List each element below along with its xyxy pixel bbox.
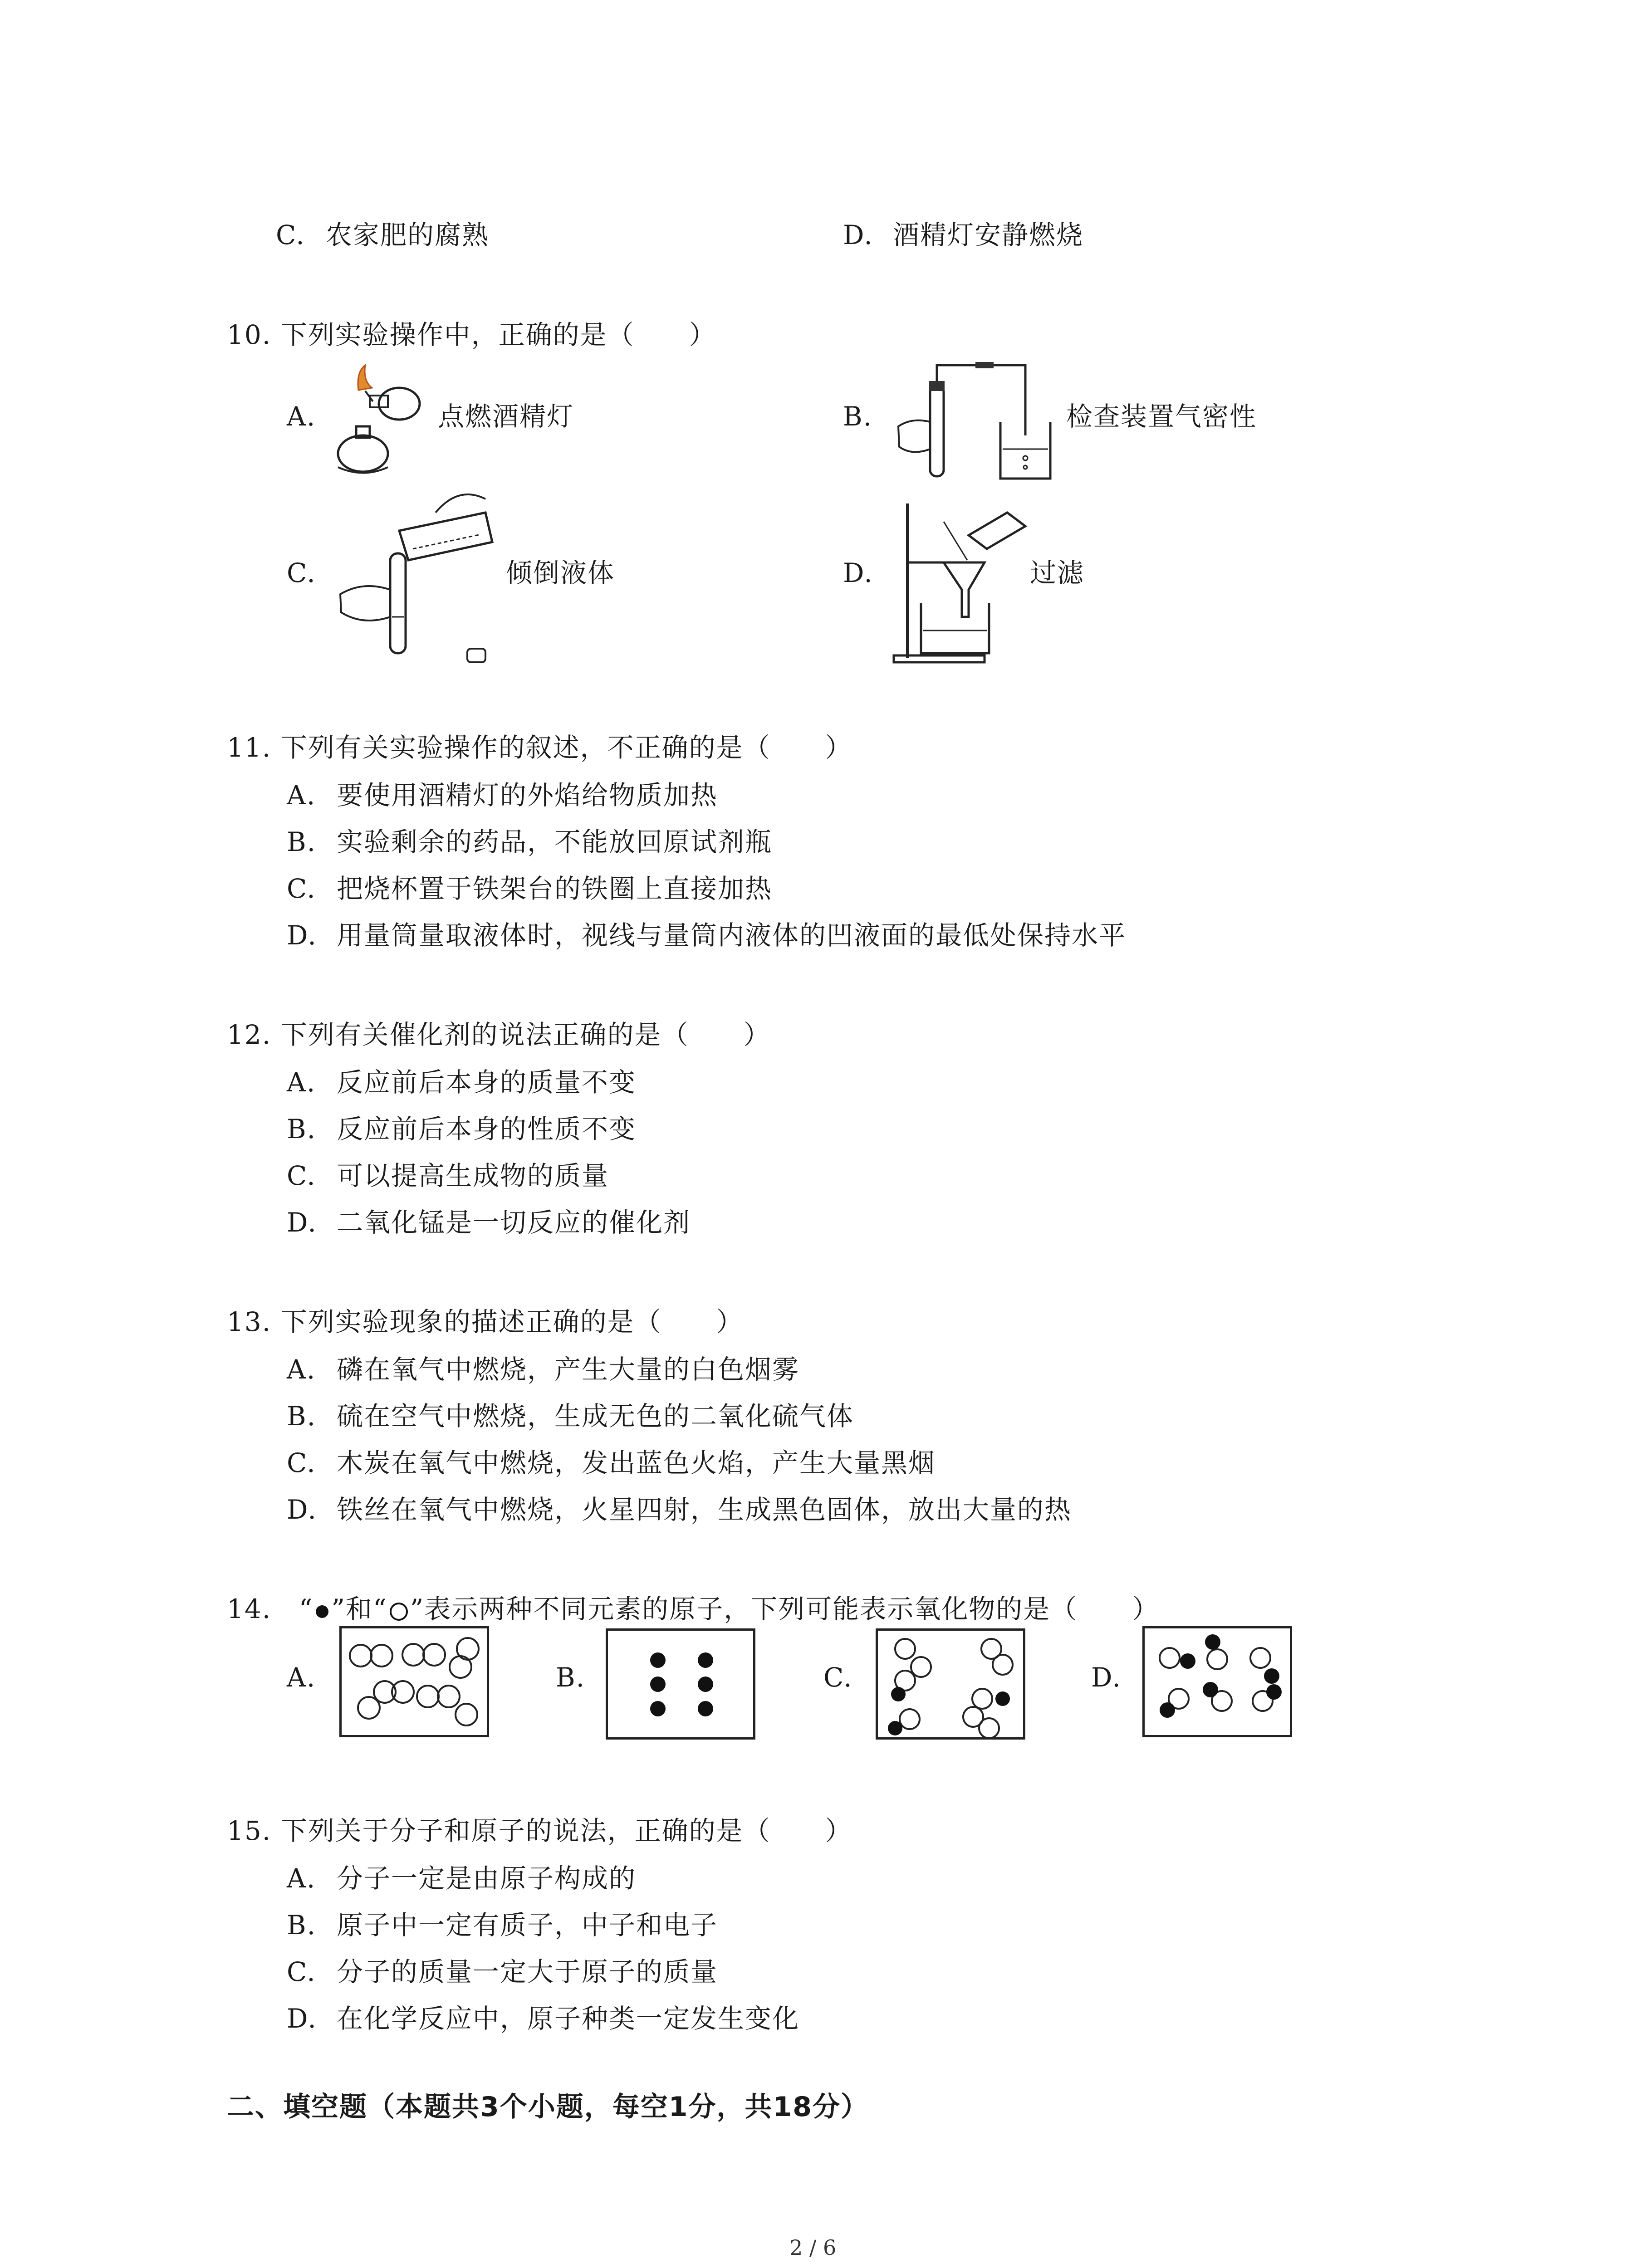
q15-option-a: A. 分子一定是由原子构成的 <box>287 1863 637 1894</box>
q14-option-d-label: D. <box>1091 1662 1122 1693</box>
q15-stem: 15. 下列关于分子和原子的说法，正确的是（ ） <box>227 1815 852 1846</box>
section-heading-fill-in: 二、填空题（本题共3个小题，每空1分，共18分） <box>227 2091 869 2123</box>
q10-option-d-caption: 过滤 <box>1030 557 1085 588</box>
q10-option-a-label: A. <box>287 401 316 432</box>
q13-option-c: C. 木炭在氧气中燃烧，发出蓝色火焰，产生大量黑烟 <box>287 1447 936 1478</box>
q14-option-b-label: B. <box>556 1662 586 1693</box>
molecule-box-b-icon <box>606 1628 755 1740</box>
q11-option-d: D. 用量筒量取液体时，视线与量筒内液体的凹液面的最低处保持水平 <box>287 920 1127 951</box>
molecule-box-c-icon <box>876 1628 1025 1740</box>
hollow-atom-icon <box>387 1598 410 1621</box>
q15-option-d: D. 在化学反应中，原子种类一定发生变化 <box>287 2003 800 2034</box>
page-number: 2 / 6 <box>789 2235 837 2260</box>
q14-stem: 14. “ ”和“ ”表示两种不同元素的原子，下列可能表示氧化物的是（ ） <box>227 1593 1160 1624</box>
q12-option-a: A. 反应前后本身的质量不变 <box>287 1067 637 1098</box>
q10-option-b-caption: 检查装置气密性 <box>1066 401 1257 432</box>
q11-option-c: C. 把烧杯置于铁架台的铁圈上直接加热 <box>287 873 773 904</box>
q10-stem: 10. 下列实验操作中，正确的是（ ） <box>227 319 716 350</box>
alcohol-lamp-lighting-icon <box>331 363 440 481</box>
q10-option-a-caption: 点燃酒精灯 <box>438 401 574 432</box>
q10-option-c-label: C. <box>287 557 316 588</box>
q10-option-d-label: D. <box>843 557 873 588</box>
filled-atom-icon <box>313 1598 331 1621</box>
q14-option-c-label: C. <box>823 1662 853 1693</box>
q14-option-a-label: A. <box>287 1662 316 1693</box>
pouring-liquid-icon <box>336 481 499 671</box>
q12-option-c: C. 可以提高生成物的质量 <box>287 1160 609 1191</box>
q9-option-d: D. 酒精灯安静燃烧 <box>843 220 1084 250</box>
q12-option-b: B. 反应前后本身的性质不变 <box>287 1114 637 1144</box>
filtration-icon <box>889 494 1039 667</box>
q10-option-b-label: B. <box>843 401 873 432</box>
q11-stem: 11. 下列有关实验操作的叙述，不正确的是（ ） <box>227 732 852 763</box>
q10-option-c-caption: 倾倒液体 <box>506 557 615 588</box>
q11-option-b: B. 实验剩余的药品，不能放回原试剂瓶 <box>287 826 773 857</box>
molecule-box-a-icon <box>339 1626 489 1737</box>
q9-option-c: C. 农家肥的腐熟 <box>276 220 490 250</box>
q13-option-d: D. 铁丝在氧气中燃烧，火星四射，生成黑色固体，放出大量的热 <box>287 1494 1072 1525</box>
q12-option-d: D. 二氧化锰是一切反应的催化剂 <box>287 1207 691 1238</box>
q11-option-a: A. 要使用酒精灯的外焰给物质加热 <box>287 780 718 811</box>
molecule-box-d-icon <box>1142 1626 1292 1737</box>
q12-stem: 12. 下列有关催化剂的说法正确的是（ ） <box>227 1019 771 1050</box>
q13-stem: 13. 下列实验现象的描述正确的是（ ） <box>227 1306 744 1337</box>
q13-option-b: B. 硫在空气中燃烧，生成无色的二氧化硫气体 <box>287 1401 854 1432</box>
q15-option-b: B. 原子中一定有质子，中子和电子 <box>287 1910 718 1941</box>
airtightness-check-icon <box>894 358 1066 485</box>
q13-option-a: A. 磷在氧气中燃烧，产生大量的白色烟雾 <box>287 1354 800 1385</box>
q15-option-c: C. 分子的质量一定大于原子的质量 <box>287 1956 718 1987</box>
